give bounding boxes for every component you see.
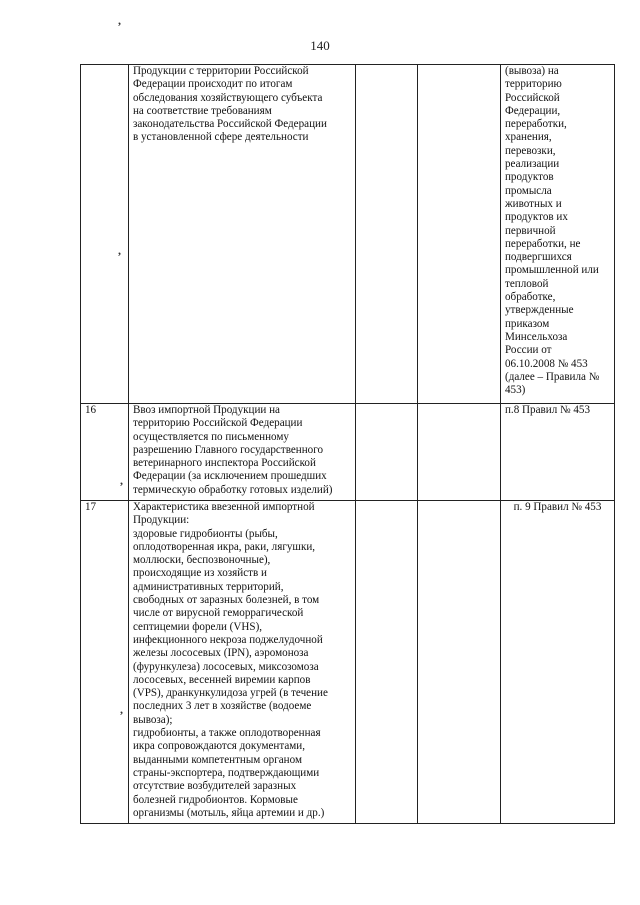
- empty-cell: [418, 404, 501, 501]
- scan-mark: ,: [118, 243, 121, 257]
- legal-source-cell: п. 9 Правил № 453: [501, 501, 615, 824]
- empty-cell: [356, 65, 418, 404]
- empty-cell: [356, 404, 418, 501]
- empty-cell: [418, 65, 501, 404]
- table-row-16: [81, 404, 615, 501]
- page-number: 140: [310, 38, 330, 53]
- requirement-cell: Характеристика ввезенной импортной Продукции: здоровые гидробионты (рыбы, оплодотворенная икра, раки, лягушки, моллюски, беспозвоночные), происходящие из хозяйств и административных территорий, свободных от заразных болезней, в том числе от вирусной геморрагической септицемии форели (VHS), инфекционного некроза поджелудочной железы лососевых (IPN), аэромоноза (фурункулеза) лососевых, миксозомоза лососевых, весенней виремии карпов (VPS), дранкункулидоза угрей (в течение последних 3 лет в хозяйстве (водоеме вывоза); гидробионты, а также оплодотворенная икра сопровождаются документами, выданными компетентным органом страны-экспортера, подтверждающими отсутствие возбудителей заразных болезней гидробионтов. Кормовые организмы (мотыль, яйца артемии и др.): [129, 501, 356, 824]
- table-row-17: [81, 501, 615, 824]
- scan-mark: ,: [120, 473, 123, 487]
- requirements-table: [80, 64, 615, 824]
- legal-source-cell: п.8 Правил № 453: [501, 404, 615, 501]
- empty-cell: [418, 501, 501, 824]
- scan-mark: ,: [120, 702, 123, 716]
- row-number-cell: [81, 65, 129, 404]
- requirement-cell: Ввоз импортной Продукции на территорию Российской Федерации осуществляется по письменному разрешению Главного государственного ветеринарного инспектора Российской Федерации (за исключением прошедших термическую обработку готовых изделий): [129, 404, 356, 501]
- table-row-continued: [81, 65, 615, 404]
- scan-mark: ,: [118, 13, 121, 27]
- empty-cell: [356, 501, 418, 824]
- requirement-cell: Продукции с территории Российской Федерации происходит по итогам обследования хозяйствующего субъекта на соответствие требованиям законодательства Российской Федерации в установленной сфере деятельности: [129, 65, 356, 404]
- row-number-cell: 17: [81, 501, 129, 824]
- row-number-cell: 16: [81, 404, 129, 501]
- legal-source-cell: (вывоза) на территорию Российской Федерации, переработки, хранения, перевозки, реализации продуктов промысла животных и продуктов их первичной переработки, не подвергшихся промышленной или тепловой обработке, утвержденные приказом Минсельхоза России от 06.10.2008 № 453 (далее – Правила № 453): [501, 65, 615, 404]
